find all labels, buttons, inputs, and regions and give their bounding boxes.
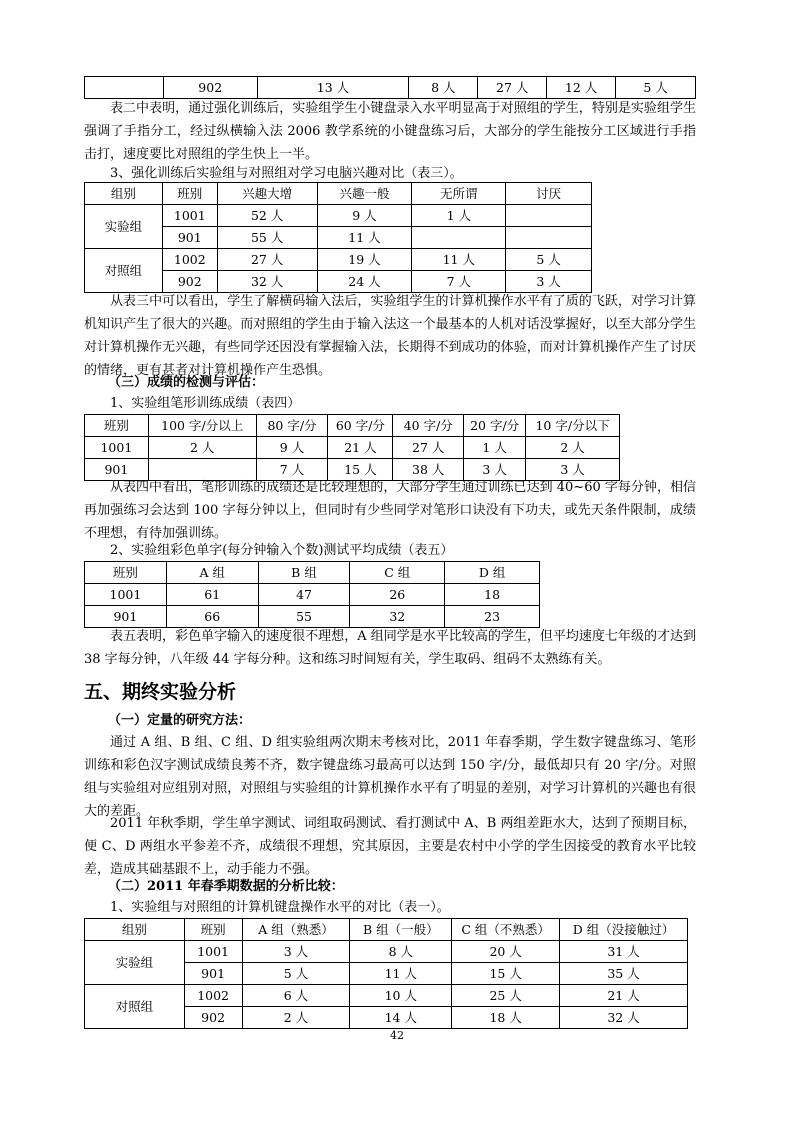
- section-heading-2: [84, 876, 696, 898]
- column-header: 兴趣一般: [317, 183, 412, 205]
- table-cell: 11 人: [350, 963, 452, 985]
- column-header: 班别: [184, 919, 242, 941]
- table-cell: 27 人: [478, 77, 547, 99]
- table-cell: 10 人: [350, 985, 452, 1007]
- column-header: B 组: [258, 562, 350, 584]
- column-header: D 组: [445, 562, 540, 584]
- table-cell: 3 人: [242, 941, 350, 963]
- column-header: 组别: [85, 183, 163, 205]
- heading-text: （二）2011 年春季期数据的分析比较：: [108, 879, 344, 894]
- table-5: [84, 561, 696, 628]
- table-cell: 1001: [85, 437, 149, 459]
- table-cell: 8 人: [409, 77, 478, 99]
- table-cell: 32: [350, 606, 445, 628]
- table-cell: 38 人: [393, 459, 464, 481]
- table-cell: 1001: [162, 205, 217, 227]
- table-cell: 1001: [85, 584, 167, 606]
- table-cell: [506, 205, 592, 227]
- caption-table-4: [84, 393, 696, 415]
- paragraph-text: 从表四中看出，笔形训练的成绩还是比较理想的，大部分学生通过训练已达到 40~60 字每分钟，相信再加强练习会达到 100 字每分钟以上，但同时有少些同学对笔形口诀没有下功夫，或先天条件限制，成绩不理想，有待加强训练。: [84, 480, 696, 541]
- table-cell: 5 人: [616, 77, 696, 99]
- table-cell: 32 人: [217, 271, 317, 293]
- table-cell: 55: [258, 606, 350, 628]
- heading-text: 五、期终实验分析: [84, 681, 237, 703]
- table-cell: 11 人: [412, 249, 506, 271]
- table-header-row: [85, 183, 592, 205]
- paragraph-text: 从表三中可以看出，学生了解横码输入法后，实验组学生的计算机操作水平有了质的飞跃，对学习计算机知识产生了很大的兴趣。而对照组的学生由于输入法这一个最基本的人机对话没掌握好，以至大部分学生对计算机操作无兴趣，有些同学还因没有掌握输入法，长期得不到成功的体验，而对计算机操作产生了讨厌的情绪，更有甚者对计算机操作产生恐惧。: [84, 294, 696, 378]
- table-cell: 35 人: [560, 963, 688, 985]
- table-cell: 66: [166, 606, 258, 628]
- table-cell: 5 人: [506, 249, 592, 271]
- section-heading-3: [84, 372, 696, 394]
- page-number: 42: [390, 1029, 404, 1042]
- heading-text: （一）定量的研究方法：: [108, 713, 252, 728]
- table-cell: 13 人: [257, 77, 409, 99]
- table-cell: 12 人: [547, 77, 616, 99]
- table-row: [85, 205, 592, 227]
- table-header-row: [85, 562, 540, 584]
- table-cell: 1001: [184, 941, 242, 963]
- table-cell: 1002: [184, 985, 242, 1007]
- column-header: B 组（一般）: [350, 919, 452, 941]
- table-row: [85, 941, 688, 963]
- table-cell: 7 人: [256, 459, 328, 481]
- table-cell: 27 人: [393, 437, 464, 459]
- column-header: 班别: [162, 183, 217, 205]
- table-cell: 32 人: [560, 1007, 688, 1029]
- table-cell: 15 人: [452, 963, 560, 985]
- table-cell: 21 人: [328, 437, 393, 459]
- paragraph-4: [84, 625, 696, 671]
- table-cell: 901: [184, 963, 242, 985]
- caption-text: 1、实验组笔形训练成绩（表四）: [110, 396, 301, 411]
- paragraph-text: 表五表明，彩色单字输入的速度很不理想，A 组同学是水平比较高的学生，但平均速度七年级的才达到 38 字每分钟，八年级 44 字每分种。这和练习时间短有关，学生取码、组码不太熟练有关。: [84, 629, 696, 667]
- paragraph-2: [84, 290, 696, 382]
- section-heading-1: [84, 710, 696, 732]
- caption-table-1: [84, 897, 696, 919]
- table-cell: [412, 227, 506, 249]
- table-cell: 3 人: [506, 271, 592, 293]
- column-header: 20 字/分: [464, 415, 526, 437]
- table-cell: 18 人: [452, 1007, 560, 1029]
- caption-table-5: [84, 540, 696, 562]
- group-label: 实验组: [85, 205, 163, 249]
- table-cell: 21 人: [560, 985, 688, 1007]
- group-label: 对照组: [85, 249, 163, 293]
- table-cell: 25 人: [452, 985, 560, 1007]
- table-cell: 11 人: [317, 227, 412, 249]
- table-row: [85, 584, 540, 606]
- column-header: 100 字/分以上: [148, 415, 256, 437]
- table-cell: 27 人: [217, 249, 317, 271]
- table-cell: 47: [258, 584, 350, 606]
- paragraph-1: [84, 97, 696, 166]
- table-cell: 902: [162, 271, 217, 293]
- table-cell: 20 人: [452, 941, 560, 963]
- table-cell: 31 人: [560, 941, 688, 963]
- table-cell: 901: [162, 227, 217, 249]
- chapter-heading: [84, 678, 696, 706]
- column-header: 班别: [85, 415, 149, 437]
- table-cell: 9 人: [256, 437, 328, 459]
- paragraph-3: [84, 476, 696, 545]
- caption-text: 2、实验组彩色单字(每分钟输入个数)测试平均成绩（表五）: [110, 543, 454, 558]
- paragraph-text: 通过 A 组、B 组、C 组、D 组实验组两次期末考核对比，2011 年春季期，学生数字键盘练习、笔形训练和彩色汉字测试成绩良莠不齐，数字键盘练习最高可以达到 150 字/分，最低却只有 20 字/分。对照组与实验组对应组别对照，对照组与实验组的计算机操作水平有了明显的差别，对学习计算机的兴趣也有很大的差距。: [84, 735, 696, 819]
- table-cell: 902: [184, 1007, 242, 1029]
- paragraph-5: [84, 731, 696, 823]
- table-cell: 52 人: [217, 205, 317, 227]
- table-row: [85, 985, 688, 1007]
- paragraph-6: [84, 812, 696, 881]
- table-cell: 18: [445, 584, 540, 606]
- column-header: A 组: [166, 562, 258, 584]
- caption-text: 1、实验组与对照组的计算机键盘操作水平的对比（表一）。: [110, 900, 450, 915]
- column-header: A 组（熟悉）: [242, 919, 350, 941]
- column-header: 40 字/分: [393, 415, 464, 437]
- column-header: 60 字/分: [328, 415, 393, 437]
- table-cell: [506, 227, 592, 249]
- column-header: 班别: [85, 562, 167, 584]
- table-cell: 5 人: [242, 963, 350, 985]
- table-cell: 3 人: [526, 459, 620, 481]
- table-3: [84, 182, 696, 293]
- table-4: [84, 414, 696, 481]
- table-cell: 61: [166, 584, 258, 606]
- column-header: D 组（没接触过）: [560, 919, 688, 941]
- table-cell: 2 人: [242, 1007, 350, 1029]
- group-label: 实验组: [85, 941, 185, 985]
- column-header: C 组（不熟悉）: [452, 919, 560, 941]
- table-cell: 9 人: [317, 205, 412, 227]
- table-cell: 1002: [162, 249, 217, 271]
- paragraph-text: 2011 年秋季期，学生单字测试、词组取码测试、看打测试中 A、B 两组差距水大，达到了预期目标，便 C、D 两组水平参差不齐，成绩很不理想，究其原因，主要是农村中小学的学生因接受的教育水平比较差，造成其础基跟不上，动手能力不强。: [84, 816, 696, 877]
- table-row: [85, 249, 592, 271]
- table-cell: 26: [350, 584, 445, 606]
- table-cell: 7 人: [412, 271, 506, 293]
- table-1: [84, 918, 696, 1029]
- table-cell: 1 人: [412, 205, 506, 227]
- column-header: 无所谓: [412, 183, 506, 205]
- table-cell: 19 人: [317, 249, 412, 271]
- column-header: 兴趣大增: [217, 183, 317, 205]
- column-header: C 组: [350, 562, 445, 584]
- table-header-row: [85, 919, 688, 941]
- table-cell: 2 人: [148, 437, 256, 459]
- table-cell: 55 人: [217, 227, 317, 249]
- table-cell: 23: [445, 606, 540, 628]
- table-cell: 24 人: [317, 271, 412, 293]
- table-cell: 902: [163, 77, 257, 99]
- table-cell: 1 人: [464, 437, 526, 459]
- table-cell: [85, 77, 164, 99]
- table-cell: 14 人: [350, 1007, 452, 1029]
- table-cell: 901: [85, 606, 167, 628]
- table-row: [85, 437, 620, 459]
- column-header: 80 字/分: [256, 415, 328, 437]
- table-cell: 901: [85, 459, 149, 481]
- caption-text: 3、强化训练后实验组与对照组对学习电脑兴趣对比（表三）。: [110, 166, 463, 181]
- table-cell: 2 人: [526, 437, 620, 459]
- paragraph-text: 表二中表明，通过强化训练后，实验组学生小键盘录入水平明显高于对照组的学生，特别是实验组学生强调了手指分工，经过纵横输入法 2006 教学系统的小键盘练习后，大部分的学生能按分工区域进行手指击打，速度要比对照组的学生快上一半。: [84, 101, 696, 162]
- table-row: [85, 77, 696, 99]
- table-2-tail: [84, 76, 696, 99]
- column-header: 组别: [85, 919, 185, 941]
- table-cell: 8 人: [350, 941, 452, 963]
- table-cell: 3 人: [464, 459, 526, 481]
- table-header-row: [85, 415, 620, 437]
- table-cell: 15 人: [328, 459, 393, 481]
- column-header: 讨厌: [506, 183, 592, 205]
- heading-text: （三）成绩的检测与评估：: [108, 375, 265, 390]
- group-label: 对照组: [85, 985, 185, 1029]
- table-cell: 6 人: [242, 985, 350, 1007]
- column-header: 10 字/分以下: [526, 415, 620, 437]
